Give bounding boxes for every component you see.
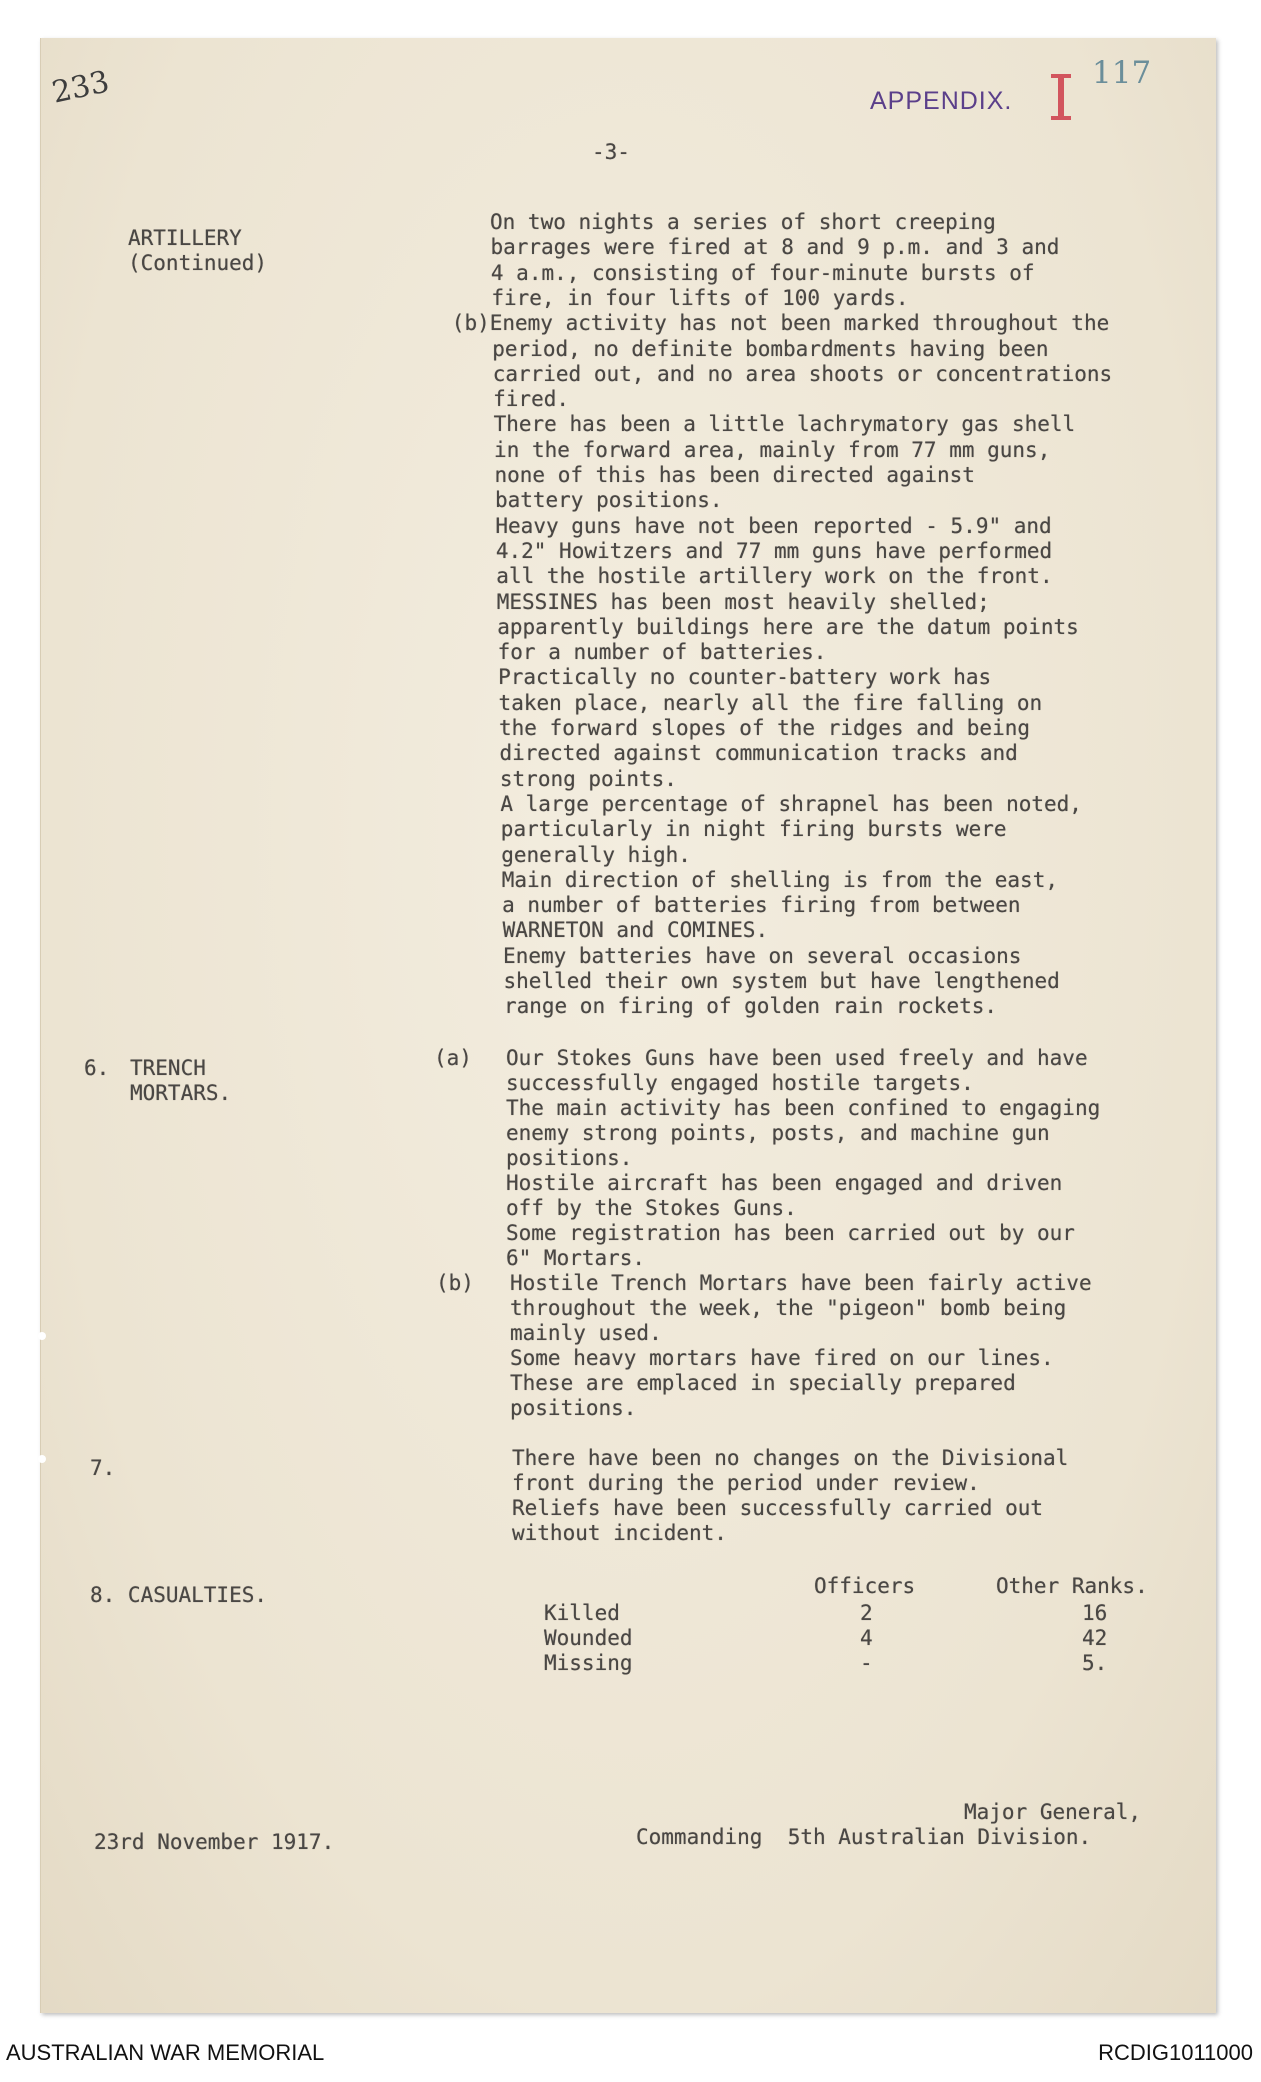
roman-numeral-stamp (1058, 74, 1064, 120)
text-line: period, no definite bombardments having been (492, 336, 1049, 361)
text-line: generally high. (501, 842, 691, 867)
punch-hole (38, 1332, 46, 1340)
text-line: range on firing of golden rain rockets. (503, 994, 998, 1019)
text-line: carried out, and no area shoots or concentrations (492, 361, 1113, 386)
text-line: On two nights a series of short creeping (490, 210, 996, 234)
text-line: Practically no counter-battery work has (498, 665, 992, 690)
text-line: positions. (510, 1396, 637, 1420)
text-line: throughout the week, the "pigeon" bomb being (510, 1296, 1067, 1320)
casualty-label: Wounded (544, 1626, 633, 1650)
handwritten-number: 233 (48, 64, 113, 111)
col-other-ranks: Other Ranks. (996, 1574, 1148, 1598)
text-line: fired. (493, 387, 569, 412)
casualty-other-ranks: 5. (1082, 1651, 1108, 1675)
text-line: 4.2" Howitzers and 77 mm guns have performed (495, 538, 1053, 563)
heading-line: ARTILLERY (128, 226, 242, 250)
text-line: the forward slopes of the ridges and being (499, 716, 1031, 740)
text-line: apparently buildings here are the datum points (497, 614, 1079, 639)
text-line: shelled their own system but have lengthened (503, 969, 1060, 993)
text-line: positions. (506, 1146, 633, 1170)
text-line: none of this has been directed against (494, 463, 975, 487)
footer-right: RCDIG1011000 (1098, 2040, 1253, 2065)
text-line: There have been no changes on the Divisional (512, 1446, 1069, 1470)
text-line: successfully engaged hostile targets. (506, 1071, 974, 1095)
text-line: (b)Enemy activity has not been marked throughout the (451, 311, 1110, 336)
trench-mortars-heading-line: TRENCH (130, 1056, 206, 1080)
trench-mortars-heading-line: MORTARS. (130, 1081, 232, 1105)
casualty-label: Killed (544, 1601, 620, 1625)
section-number: 6. (84, 1056, 110, 1080)
text-line: all the hostile artillery work on the front. (496, 564, 1053, 589)
footer-left: AUSTRALIAN WAR MEMORIAL (6, 2040, 325, 2065)
text-line: for a number of batteries. (497, 640, 827, 665)
text-line: a number of batteries firing from between (502, 893, 1021, 918)
casualty-officers: 2 (860, 1601, 873, 1625)
text-line: fire, in four lifts of 100 yards. (491, 285, 909, 310)
signatory-rank: Major General, (964, 1800, 1142, 1824)
text-line: in the forward area, mainly from 77 mm guns, (494, 437, 1051, 462)
text-line: particularly in night firing bursts were (500, 817, 1007, 842)
document-date: 23rd November 1917. (94, 1830, 335, 1854)
casualty-label: Missing (544, 1651, 633, 1675)
signatory-command: Commanding 5th Australian Division. (636, 1825, 1092, 1849)
text-line: There has been a little lachrymatory gas shell (493, 412, 1076, 437)
text-line: mainly used. (510, 1321, 662, 1345)
text-line: Some heavy mortars have fired on our lines. (510, 1346, 1054, 1370)
col-officers: Officers (814, 1574, 916, 1598)
casualty-other-ranks: 16 (1082, 1601, 1108, 1625)
text-line: strong points. (499, 766, 677, 791)
folio-number: 117 (1092, 55, 1152, 91)
text-line: Hostile aircraft has been engaged and driven (506, 1171, 1063, 1195)
text-line: Reliefs have been successfully carried out (512, 1496, 1044, 1520)
text-line: Some registration has been carried out by our (506, 1221, 1075, 1245)
punch-hole (38, 1455, 46, 1463)
text-line: taken place, nearly all the fire falling on (498, 690, 1043, 715)
text-line: WARNETON and COMINES. (502, 918, 769, 943)
text-line: Enemy batteries have on several occasions (503, 943, 1022, 968)
text-line: front during the period under review. (512, 1471, 980, 1495)
text-line: Heavy guns have not been reported - 5.9" and (495, 513, 1052, 538)
text-line: barrages were fired at 8 and 9 p.m. and 3 and (490, 235, 1060, 260)
text-line: The main activity has been confined to engaging (506, 1096, 1101, 1120)
subsection-marker-b: (b) (436, 1271, 474, 1295)
text-line: Hostile Trench Mortars have been fairly active (510, 1271, 1092, 1295)
casualties-heading: 8. CASUALTIES. (90, 1583, 268, 1607)
text-line: directed against communication tracks and (499, 741, 1018, 766)
section-number: 7. (90, 1456, 116, 1480)
text-line: These are emplaced in specially prepared (510, 1371, 1016, 1395)
text-line: 4 a.m., consisting of four-minute bursts of (490, 260, 1035, 285)
text-line: Main direction of shelling is from the east, (501, 867, 1058, 892)
text-line: Our Stokes Guns have been used freely and have (506, 1046, 1088, 1070)
text-line: without incident. (512, 1521, 727, 1545)
casualty-officers: - (860, 1651, 873, 1675)
text-line: A large percentage of shrapnel has been noted, (500, 791, 1082, 816)
heading-line: (Continued) (128, 251, 268, 275)
text-line: battery positions. (494, 488, 723, 513)
casualty-officers: 4 (860, 1626, 873, 1650)
text-line: enemy strong points, posts, and machine gun (506, 1121, 1050, 1145)
text-line: MESSINES has been most heavily shelled; (496, 589, 990, 614)
text-line: 6" Mortars. (506, 1246, 646, 1270)
page-number: -3- (592, 140, 630, 164)
subsection-marker-a: (a) (434, 1046, 472, 1070)
appendix-stamp: APPENDIX. (870, 87, 1013, 115)
casualty-other-ranks: 42 (1082, 1626, 1108, 1650)
text-line: off by the Stokes Guns. (506, 1196, 797, 1220)
